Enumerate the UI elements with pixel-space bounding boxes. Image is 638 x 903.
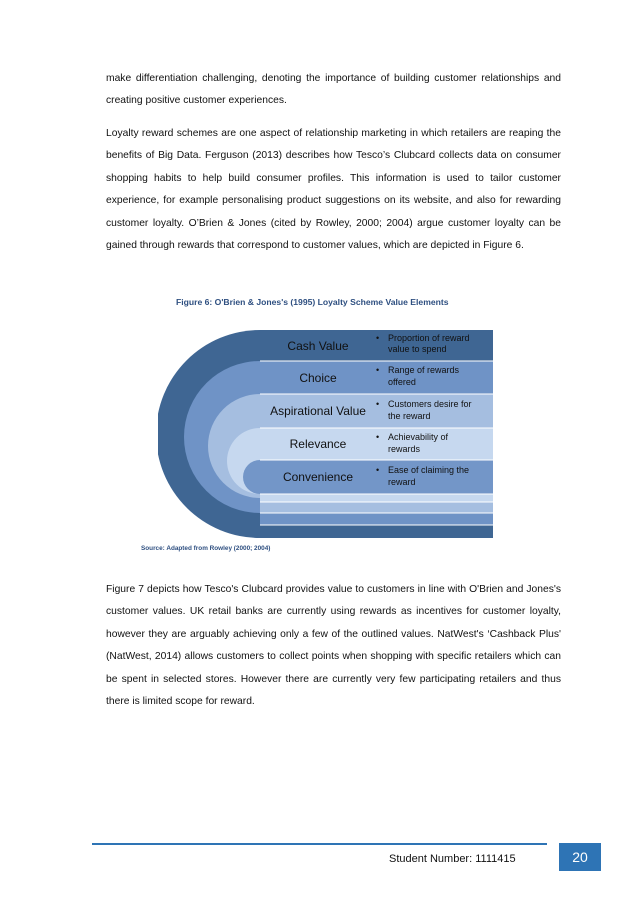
bullet-aspirational-line1: Customers desire for [388, 399, 472, 409]
body-paragraph-2: Loyalty reward schemes are one aspect of relationship marketing in which retailers are reaping the benefits of Big Data. Ferguson (2013) describes how Tesco’s Clubcard collects data on consumer shopping habits to help build consumer profiles. This information is used to tailor customer experience, for example personalising product suggestions on its website, and also for rewarding customer loyalty. O’Brien & Jones (cited by Rowley, 2000; 2004) argue customer loyalty can be gained through rewards that correspond to customer values, which are depicted in Figure 6. [106, 128, 561, 252]
bullet-cash-line1: Proportion of reward [388, 333, 470, 343]
bullet-icon: • [376, 365, 380, 375]
page-number: 20 [559, 843, 601, 871]
bullet-relevance-line2: rewards [388, 444, 421, 454]
footer-rule [92, 843, 547, 845]
bullet-relevance-line1: Achievability of [388, 432, 449, 442]
figure-source: Source: Adapted from Rowley (2000; 2004) [141, 545, 271, 552]
body-paragraph-1: make differentiation challenging, denoting the importance of building customer relationships and creating positive customer experiences. [106, 73, 561, 107]
label-cash-value: Cash Value [287, 339, 349, 353]
label-relevance: Relevance [289, 437, 347, 451]
figure-caption: Figure 6: O'Brien & Jones's (1995) Loyalty Scheme Value Elements [176, 297, 449, 307]
bullet-icon: • [376, 465, 380, 475]
bullet-icon: • [376, 432, 380, 442]
label-aspirational-value: Aspirational Value [270, 404, 366, 418]
bullet-aspirational-line2: the reward [388, 411, 431, 421]
label-convenience: Convenience [282, 470, 354, 484]
student-number: Student Number: 1111415 [389, 853, 516, 865]
bullet-icon: • [376, 333, 380, 343]
stripe-4 [260, 525, 493, 538]
bullet-choice-line1: Range of rewards [388, 365, 460, 375]
stripe-2 [260, 502, 493, 513]
bullet-choice-line2: offered [388, 377, 416, 387]
stripe-1 [260, 494, 493, 502]
stripe-3 [260, 513, 493, 525]
bullet-convenience-line2: reward [388, 477, 416, 487]
bullet-cash-line2: value to spend [388, 344, 447, 354]
label-choice: Choice [299, 371, 337, 385]
body-paragraph-3: Figure 7 depicts how Tesco's Clubcard provides value to customers in line with O'Brien and Jones's customer values. UK retail banks are currently using rewards as incentives for customer loyalty, however they are arguably achieving only a few of the outlined values. NatWest's ‘Cashback Plus' (NatWest, 2014) allows customers to collect points when shopping with specific retailers which can be spent in selected stores. However there are currently very few participating retailers and thus there is limited scope for reward. [106, 584, 561, 708]
loyalty-value-diagram [158, 323, 498, 545]
bullet-convenience-line1: Ease of claiming the [388, 465, 470, 475]
bullet-icon: • [376, 399, 380, 409]
